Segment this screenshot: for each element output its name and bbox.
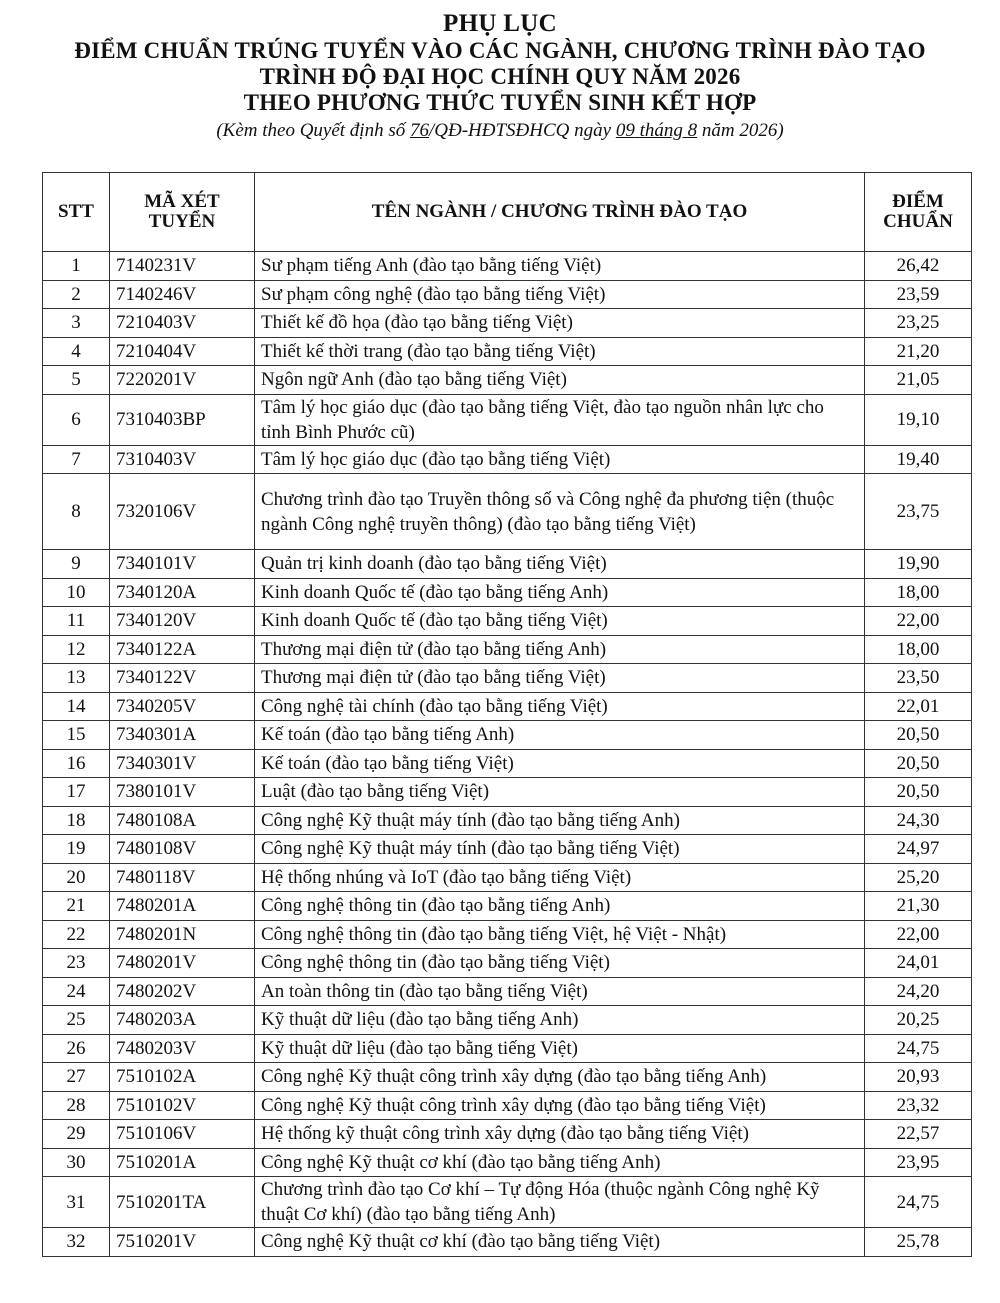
row-code: 7310403V bbox=[110, 445, 255, 474]
row-program-name: Chương trình đào tạo Truyền thông số và Công nghệ đa phương tiện (thuộc ngành Công nghệ truyền thông) (đào tạo bằng tiếng Việt) bbox=[255, 474, 865, 550]
row-code: 7340120A bbox=[110, 578, 255, 607]
row-stt: 2 bbox=[43, 280, 110, 309]
header-program-name: TÊN NGÀNH / CHƯƠNG TRÌNH ĐÀO TẠO bbox=[255, 173, 865, 252]
row-program-name: Công nghệ Kỹ thuật công trình xây dựng (đào tạo bằng tiếng Việt) bbox=[255, 1091, 865, 1120]
row-stt: 9 bbox=[43, 550, 110, 579]
table-row bbox=[43, 863, 972, 892]
row-stt: 17 bbox=[43, 778, 110, 807]
row-stt: 29 bbox=[43, 1120, 110, 1149]
table-row bbox=[43, 721, 972, 750]
row-stt: 26 bbox=[43, 1034, 110, 1063]
row-score: 20,25 bbox=[865, 1006, 972, 1035]
row-score: 18,00 bbox=[865, 635, 972, 664]
row-stt: 20 bbox=[43, 863, 110, 892]
table-row bbox=[43, 280, 972, 309]
decision-number: 76 bbox=[409, 120, 429, 141]
row-program-name: Ngôn ngữ Anh (đào tạo bằng tiếng Việt) bbox=[255, 366, 865, 395]
row-program-name: Công nghệ tài chính (đào tạo bằng tiếng Việt) bbox=[255, 692, 865, 721]
row-program-name: Kế toán (đào tạo bằng tiếng Anh) bbox=[255, 721, 865, 750]
row-score: 18,00 bbox=[865, 578, 972, 607]
row-code: 7510102A bbox=[110, 1063, 255, 1092]
table-row bbox=[43, 635, 972, 664]
table-row bbox=[43, 309, 972, 338]
row-stt: 12 bbox=[43, 635, 110, 664]
row-score: 22,00 bbox=[865, 920, 972, 949]
row-program-name: Công nghệ Kỹ thuật máy tính (đào tạo bằng tiếng Anh) bbox=[255, 806, 865, 835]
row-score: 24,97 bbox=[865, 835, 972, 864]
row-code: 7340120V bbox=[110, 607, 255, 636]
table-row bbox=[43, 445, 972, 474]
table-row bbox=[43, 607, 972, 636]
table-row bbox=[43, 749, 972, 778]
row-program-name: Công nghệ Kỹ thuật máy tính (đào tạo bằng tiếng Việt) bbox=[255, 835, 865, 864]
row-program-name: Kỹ thuật dữ liệu (đào tạo bằng tiếng Việt) bbox=[255, 1034, 865, 1063]
table-row bbox=[43, 664, 972, 693]
row-code: 7510102V bbox=[110, 1091, 255, 1120]
row-stt: 10 bbox=[43, 578, 110, 607]
row-score: 19,10 bbox=[865, 394, 972, 445]
table-row bbox=[43, 806, 972, 835]
table-header-row bbox=[43, 173, 972, 252]
heading-line-1: ĐIỂM CHUẨN TRÚNG TUYỂN VÀO CÁC NGÀNH, CHƯƠNG TRÌNH ĐÀO TẠO bbox=[74, 38, 926, 63]
table-row bbox=[43, 778, 972, 807]
row-program-name: Công nghệ thông tin (đào tạo bằng tiếng Anh) bbox=[255, 892, 865, 921]
row-program-name: Thương mại điện tử (đào tạo bằng tiếng Việt) bbox=[255, 664, 865, 693]
row-stt: 3 bbox=[43, 309, 110, 338]
table-row bbox=[43, 977, 972, 1006]
row-program-name: Công nghệ Kỹ thuật công trình xây dựng (đào tạo bằng tiếng Anh) bbox=[255, 1063, 865, 1092]
row-score: 24,75 bbox=[865, 1177, 972, 1228]
document-header bbox=[0, 0, 1000, 144]
row-stt: 25 bbox=[43, 1006, 110, 1035]
row-program-name: An toàn thông tin (đào tạo bằng tiếng Việt) bbox=[255, 977, 865, 1006]
header-code: MÃ XÉT TUYỂN bbox=[110, 173, 255, 252]
row-code: 7340301V bbox=[110, 749, 255, 778]
row-score: 23,25 bbox=[865, 309, 972, 338]
row-score: 21,20 bbox=[865, 337, 972, 366]
row-program-name: Kế toán (đào tạo bằng tiếng Việt) bbox=[255, 749, 865, 778]
row-score: 23,50 bbox=[865, 664, 972, 693]
row-program-name: Hệ thống kỹ thuật công trình xây dựng (đào tạo bằng tiếng Việt) bbox=[255, 1120, 865, 1149]
row-score: 24,01 bbox=[865, 949, 972, 978]
table-row bbox=[43, 692, 972, 721]
row-score: 22,00 bbox=[865, 607, 972, 636]
row-stt: 28 bbox=[43, 1091, 110, 1120]
row-stt: 24 bbox=[43, 977, 110, 1006]
row-stt: 13 bbox=[43, 664, 110, 693]
row-score: 20,50 bbox=[865, 778, 972, 807]
row-stt: 16 bbox=[43, 749, 110, 778]
row-score: 23,59 bbox=[865, 280, 972, 309]
row-program-name: Tâm lý học giáo dục (đào tạo bằng tiếng Việt, đào tạo nguồn nhân lực cho tỉnh Bình Phước cũ) bbox=[255, 394, 865, 445]
table-row bbox=[43, 550, 972, 579]
table-row bbox=[43, 578, 972, 607]
row-code: 7480201N bbox=[110, 920, 255, 949]
table-row bbox=[43, 1228, 972, 1257]
row-code: 7510201V bbox=[110, 1228, 255, 1257]
row-score: 23,32 bbox=[865, 1091, 972, 1120]
table-row bbox=[43, 1091, 972, 1120]
row-code: 7510201A bbox=[110, 1148, 255, 1177]
row-program-name: Quản trị kinh doanh (đào tạo bằng tiếng Việt) bbox=[255, 550, 865, 579]
row-stt: 4 bbox=[43, 337, 110, 366]
row-program-name: Công nghệ thông tin (đào tạo bằng tiếng Việt) bbox=[255, 949, 865, 978]
row-code: 7340122V bbox=[110, 664, 255, 693]
row-score: 24,20 bbox=[865, 977, 972, 1006]
row-program-name: Thiết kế đồ họa (đào tạo bằng tiếng Việt) bbox=[255, 309, 865, 338]
row-code: 7320106V bbox=[110, 474, 255, 550]
row-stt: 11 bbox=[43, 607, 110, 636]
row-stt: 21 bbox=[43, 892, 110, 921]
table-row bbox=[43, 474, 972, 550]
row-score: 20,50 bbox=[865, 721, 972, 750]
decision-prefix: (Kèm theo Quyết định số bbox=[216, 120, 410, 141]
row-code: 7140231V bbox=[110, 252, 255, 281]
row-score: 25,20 bbox=[865, 863, 972, 892]
row-code: 7140246V bbox=[110, 280, 255, 309]
row-stt: 8 bbox=[43, 474, 110, 550]
decision-day: 09 bbox=[615, 120, 635, 141]
heading-line-3: THEO PHƯƠNG THỨC TUYỂN SINH KẾT HỢP bbox=[243, 90, 757, 115]
row-score: 19,40 bbox=[865, 445, 972, 474]
row-code: 7480201V bbox=[110, 949, 255, 978]
table-row bbox=[43, 1177, 972, 1228]
row-program-name: Công nghệ thông tin (đào tạo bằng tiếng Việt, hệ Việt - Nhật) bbox=[255, 920, 865, 949]
row-score: 26,42 bbox=[865, 252, 972, 281]
row-stt: 23 bbox=[43, 949, 110, 978]
row-stt: 22 bbox=[43, 920, 110, 949]
row-stt: 18 bbox=[43, 806, 110, 835]
row-program-name: Kỹ thuật dữ liệu (đào tạo bằng tiếng Anh) bbox=[255, 1006, 865, 1035]
row-score: 25,78 bbox=[865, 1228, 972, 1257]
row-program-name: Sư phạm tiếng Anh (đào tạo bằng tiếng Việt) bbox=[255, 252, 865, 281]
decision-reference bbox=[0, 118, 1000, 144]
row-code: 7510106V bbox=[110, 1120, 255, 1149]
table-row bbox=[43, 949, 972, 978]
row-code: 7210403V bbox=[110, 309, 255, 338]
header-score: ĐIỂM CHUẨN bbox=[865, 173, 972, 252]
table-row bbox=[43, 1034, 972, 1063]
row-program-name: Công nghệ Kỹ thuật cơ khí (đào tạo bằng tiếng Anh) bbox=[255, 1148, 865, 1177]
decision-year: năm 2026) bbox=[697, 120, 784, 141]
row-score: 23,95 bbox=[865, 1148, 972, 1177]
row-program-name: Chương trình đào tạo Cơ khí – Tự động Hóa (thuộc ngành Công nghệ Kỹ thuật Cơ khí) (đào tạo bằng tiếng Anh) bbox=[255, 1177, 865, 1228]
table-row bbox=[43, 337, 972, 366]
table-row bbox=[43, 920, 972, 949]
table-row bbox=[43, 835, 972, 864]
row-code: 7480202V bbox=[110, 977, 255, 1006]
row-code: 7210404V bbox=[110, 337, 255, 366]
header-stt: STT bbox=[43, 173, 110, 252]
decision-mid: /QĐ-HĐTSĐHCQ ngày bbox=[428, 120, 616, 141]
row-score: 20,50 bbox=[865, 749, 972, 778]
row-stt: 15 bbox=[43, 721, 110, 750]
table-row bbox=[43, 366, 972, 395]
row-stt: 6 bbox=[43, 394, 110, 445]
row-score: 21,05 bbox=[865, 366, 972, 395]
table-row bbox=[43, 1006, 972, 1035]
row-code: 7480201A bbox=[110, 892, 255, 921]
row-score: 21,30 bbox=[865, 892, 972, 921]
decision-month-word: tháng bbox=[634, 120, 688, 141]
row-score: 24,75 bbox=[865, 1034, 972, 1063]
row-program-name: Luật (đào tạo bằng tiếng Việt) bbox=[255, 778, 865, 807]
row-code: 7480108A bbox=[110, 806, 255, 835]
row-code: 7340205V bbox=[110, 692, 255, 721]
row-code: 7340101V bbox=[110, 550, 255, 579]
row-code: 7220201V bbox=[110, 366, 255, 395]
row-program-name: Thương mại điện tử (đào tạo bằng tiếng Anh) bbox=[255, 635, 865, 664]
table-row bbox=[43, 394, 972, 445]
admission-scores-table bbox=[42, 172, 972, 1257]
heading-line-2: TRÌNH ĐỘ ĐẠI HỌC CHÍNH QUY NĂM 2026 bbox=[259, 64, 741, 89]
decision-month: 8 bbox=[687, 120, 698, 141]
appendix-title: PHỤ LỤC bbox=[443, 10, 557, 37]
row-score: 22,57 bbox=[865, 1120, 972, 1149]
row-score: 20,93 bbox=[865, 1063, 972, 1092]
row-stt: 14 bbox=[43, 692, 110, 721]
row-program-name: Hệ thống nhúng và IoT (đào tạo bằng tiếng Việt) bbox=[255, 863, 865, 892]
row-code: 7340301A bbox=[110, 721, 255, 750]
table-row bbox=[43, 1148, 972, 1177]
row-stt: 5 bbox=[43, 366, 110, 395]
row-code: 7510201TA bbox=[110, 1177, 255, 1228]
row-code: 7480108V bbox=[110, 835, 255, 864]
row-score: 24,30 bbox=[865, 806, 972, 835]
row-stt: 7 bbox=[43, 445, 110, 474]
row-code: 7340122A bbox=[110, 635, 255, 664]
row-score: 22,01 bbox=[865, 692, 972, 721]
row-code: 7480203A bbox=[110, 1006, 255, 1035]
table-body bbox=[43, 252, 972, 1257]
row-program-name: Kinh doanh Quốc tế (đào tạo bằng tiếng Anh) bbox=[255, 578, 865, 607]
row-program-name: Kinh doanh Quốc tế (đào tạo bằng tiếng Việt) bbox=[255, 607, 865, 636]
table-row bbox=[43, 1120, 972, 1149]
row-stt: 19 bbox=[43, 835, 110, 864]
row-program-name: Thiết kế thời trang (đào tạo bằng tiếng Việt) bbox=[255, 337, 865, 366]
row-score: 19,90 bbox=[865, 550, 972, 579]
row-program-name: Sư phạm công nghệ (đào tạo bằng tiếng Việt) bbox=[255, 280, 865, 309]
row-stt: 32 bbox=[43, 1228, 110, 1257]
row-stt: 31 bbox=[43, 1177, 110, 1228]
row-program-name: Tâm lý học giáo dục (đào tạo bằng tiếng Việt) bbox=[255, 445, 865, 474]
row-code: 7310403BP bbox=[110, 394, 255, 445]
row-stt: 27 bbox=[43, 1063, 110, 1092]
row-score: 23,75 bbox=[865, 474, 972, 550]
table-row bbox=[43, 252, 972, 281]
row-code: 7480118V bbox=[110, 863, 255, 892]
row-code: 7380101V bbox=[110, 778, 255, 807]
table-row bbox=[43, 1063, 972, 1092]
row-code: 7480203V bbox=[110, 1034, 255, 1063]
table-row bbox=[43, 892, 972, 921]
row-stt: 1 bbox=[43, 252, 110, 281]
row-stt: 30 bbox=[43, 1148, 110, 1177]
row-program-name: Công nghệ Kỹ thuật cơ khí (đào tạo bằng tiếng Việt) bbox=[255, 1228, 865, 1257]
